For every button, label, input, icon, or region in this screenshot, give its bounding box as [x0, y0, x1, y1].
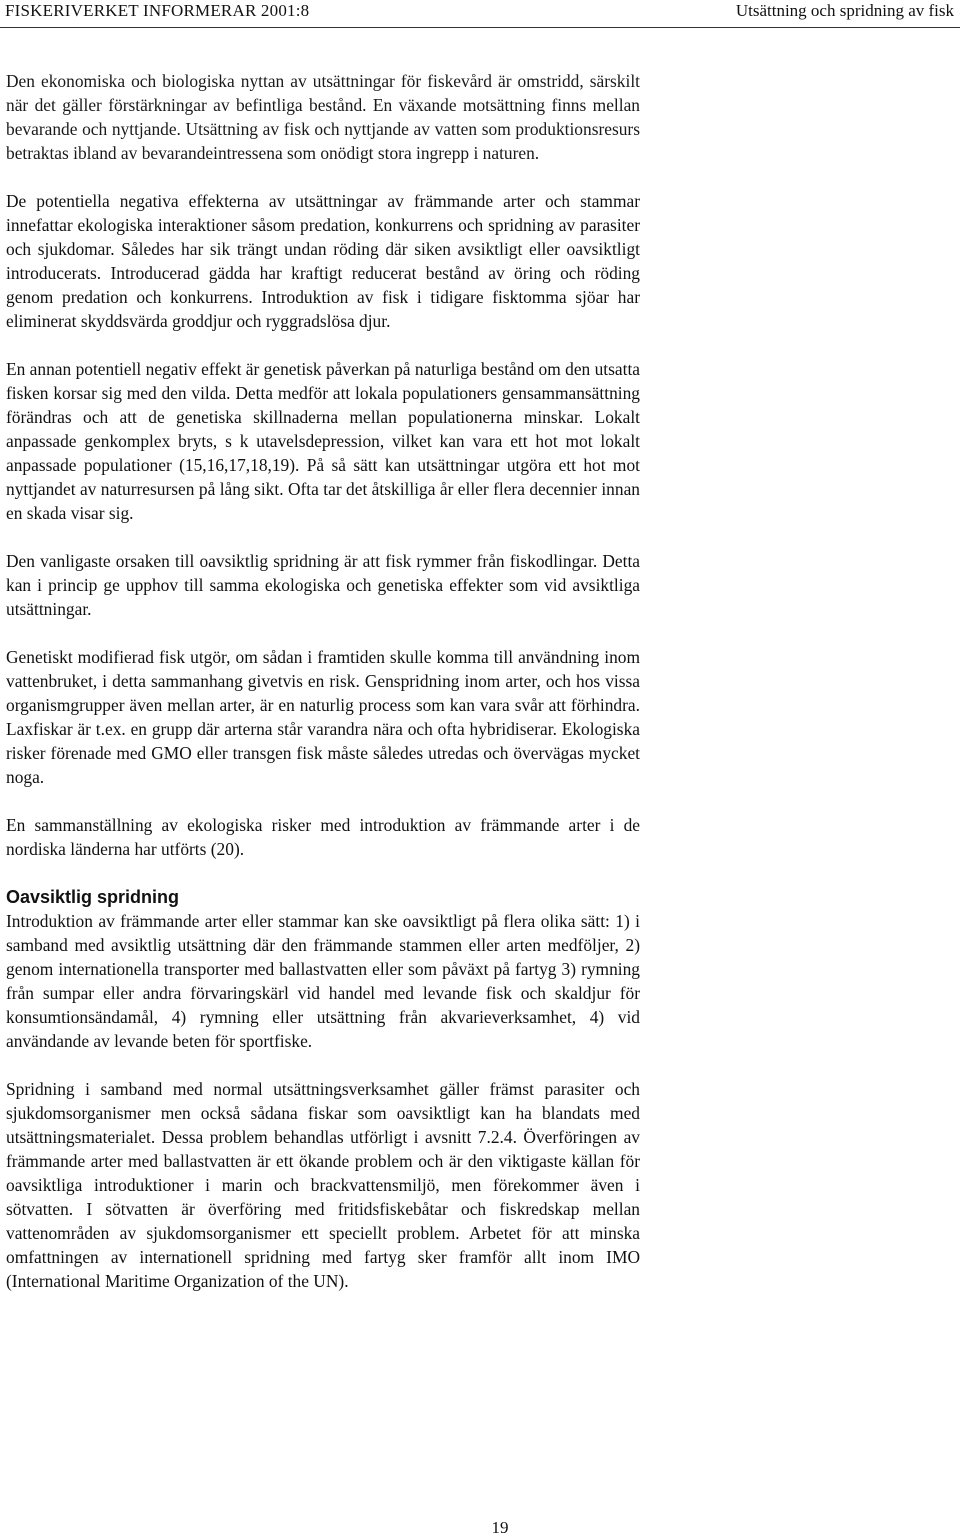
paragraph-1: Den ekonomiska och biologiska nyttan av utsättningar för fiskevård är omstridd, särskilt när det gäller förstärkningar av befintliga bestånd. En växande motsättning finns mellan bevarande och nyttjande. Utsättning av fisk och nyttjande av vatten som produktionsresurs betraktas ibland av bevarandeintressena som onödigt stora ingrepp i naturen.	[6, 71, 640, 163]
chapter-title: Utsättning och spridning av fisk	[735, 1, 954, 20]
section-paragraph-1: Introduktion av främmande arter eller stammar kan ske oavsiktligt på flera olika sätt: 1) i samband med avsiktlig utsättning där den främmande stammen eller arten medföljer, 2) genom internationella transporter med ballastvatten eller som påväxt på fartyg 3) rymning från sumpar eller andra förvaringskärl vid handel med levande fisk och skaldjur för konsumtionsändamål, 4) rymning eller utsättning från akvarieverksamhet, 4) vid användande av levande beten för sportfiske.	[6, 911, 640, 1051]
paragraph-5: Genetiskt modifierad fisk utgör, om sådan i framtiden skulle komma till användning inom vattenbruket, i detta sammanhang givetvis en risk. Genspridning inom arter, och hos vissa organismgrupper även mellan arter, är en naturlig process som kan vara svår att förhindra. Laxfiskar är t.ex. en grupp där arterna står varandra nära och ofta hybridiserar. Ekologiska risker förenade med GMO eller transgen fisk måste således utredas och övervägas mycket noga.	[6, 647, 640, 787]
paragraph-3: En annan potentiell negativ effekt är genetisk påverkan på naturliga bestånd om den utsatta fisken korsar sig med den vilda. Detta medför att lokala populationers gensammansättning förändras och att de genetiska skillnaderna mellan populationerna minskar. Lokalt anpassade genkomplex bryts, s k utavelsdepression, vilket kan vara ett hot mot lokalt anpassade populationer (15,16,17,18,19). På så sätt kan utsättningar utgöra ett hot mot nyttjandet av naturresursen på lång sikt. Ofta tar det åtskilliga år eller flera decennier innan en skada visar sig.	[6, 359, 640, 523]
section-paragraph-2: Spridning i samband med normal utsättningsverksamhet gäller främst parasiter och sjukdomsorganismer men också sådana fiskar som oavsiktligt kan ha blandats med utsättningsmaterialet. Dessa problem behandlas utförligt i avsnitt 7.2.4. Överföringen av främmande arter med ballastvatten är ett ökande problem och är den viktigaste källan för oavsiktliga introduktioner i marin och brackvattensmiljö, men förekommer även i sötvatten. I sötvatten är överföring med fritidsfiskebåtar och fiskredskap mellan vattenområden av sjukdomsorganismer ett speciellt problem. Arbetet för att minska omfattningen av internationell spridning med fartyg sker framför allt inom IMO (International Maritime Organization of the UN).	[6, 1079, 640, 1291]
paragraph-4: Den vanligaste orsaken till oavsiktlig spridning är att fisk rymmer från fiskodlingar. Detta kan i princip ge upphov till samma ekologiska och genetiska effekter som vid avsiktliga utsättningar.	[6, 551, 640, 619]
page-header	[0, 0, 960, 26]
publication-title: FISKERIVERKET INFORMERAR 2001:8	[5, 1, 310, 20]
paragraph-6: En sammanställning av ekologiska risker med introduktion av främmande arter i de nordiska länderna har utförts (20).	[6, 815, 640, 859]
page-body	[6, 69, 640, 1317]
page-number: 19	[491, 1518, 509, 1537]
section-heading: Oavsiktlig spridning	[6, 887, 180, 907]
header-divider	[0, 27, 960, 28]
paragraph-2: De potentiella negativa effekterna av utsättningar av främmande arter och stammar innefattar ekologiska interaktioner såsom predation, konkurrens och spridning av parasiter och sjukdomar. Således har sik trängt undan röding där siken avsiktligt eller oavsiktligt introducerats. Introducerad gädda har kraftigt reducerat bestånd av öring och röding genom predation och konkurrens. Introduktion av fisk i tidigare fisktomma sjöar har eliminerat skyddsvärda groddjur och ryggradslösa djur.	[6, 191, 640, 331]
